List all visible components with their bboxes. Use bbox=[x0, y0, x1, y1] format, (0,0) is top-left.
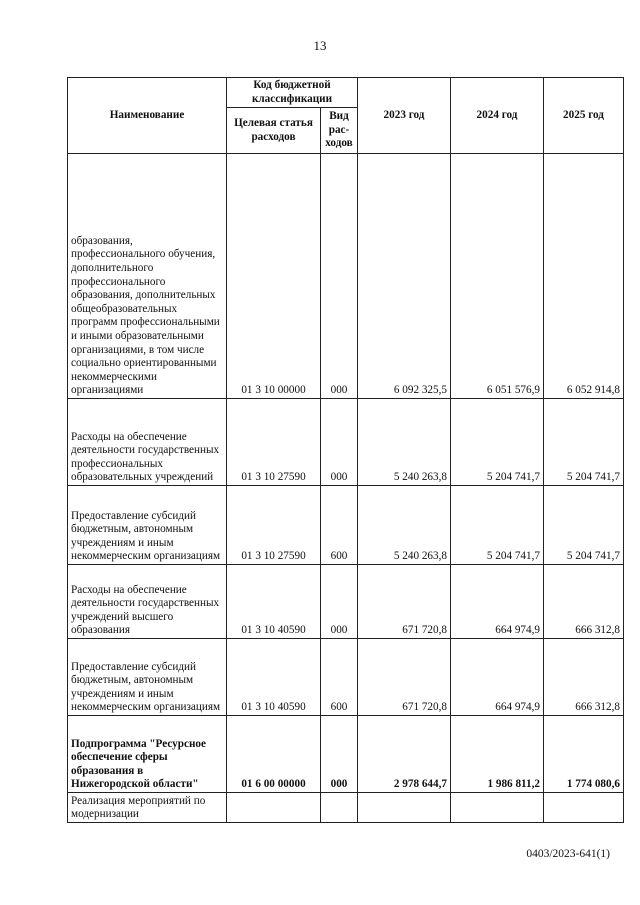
row-2023 bbox=[358, 793, 451, 823]
row-code: 01 3 10 00000 bbox=[227, 154, 321, 399]
row-2025: 5 204 741,7 bbox=[544, 486, 624, 565]
table-row bbox=[68, 793, 624, 823]
row-2023: 5 240 263,8 bbox=[358, 486, 451, 565]
row-type: 000 bbox=[321, 154, 358, 399]
row-code: 01 3 10 27590 bbox=[227, 486, 321, 565]
row-name: Реализация мероприятий по модернизации bbox=[68, 793, 227, 823]
row-code: 01 6 00 00000 bbox=[227, 716, 321, 793]
row-code: 01 3 10 27590 bbox=[227, 399, 321, 486]
table-row bbox=[68, 565, 624, 639]
row-code: 01 3 10 40590 bbox=[227, 565, 321, 639]
row-2023: 671 720,8 bbox=[358, 639, 451, 716]
document-id: 0403/2023-641(1) bbox=[526, 848, 610, 860]
row-2025: 666 312,8 bbox=[544, 565, 624, 639]
header-name: Наименование bbox=[68, 78, 227, 154]
row-name: Предоставление субсидий бюджетным, автономным учреждениям и иным некоммерческим организациям bbox=[68, 639, 227, 716]
row-type: 000 bbox=[321, 565, 358, 639]
row-2024: 664 974,9 bbox=[451, 639, 544, 716]
row-name: Расходы на обеспечение деятельности государственных учреждений высшего образования bbox=[68, 565, 227, 639]
row-name: образования, профессионального обучения, дополнительного профессионального образования, дополнительных общеобразовательных программ профессиональными и иными образовательными организациями, в том числе социально ориентированными некоммерческими организациями bbox=[68, 154, 227, 399]
table-row bbox=[68, 399, 624, 486]
header-2024: 2024 год bbox=[451, 78, 544, 154]
row-2023: 671 720,8 bbox=[358, 565, 451, 639]
budget-table bbox=[67, 77, 624, 823]
row-2023: 2 978 644,7 bbox=[358, 716, 451, 793]
table-row bbox=[68, 154, 624, 399]
header-2023: 2023 год bbox=[358, 78, 451, 154]
row-2024: 1 986 811,2 bbox=[451, 716, 544, 793]
row-type: 000 bbox=[321, 716, 358, 793]
table-row-subprogram bbox=[68, 716, 624, 793]
row-2025: 6 052 914,8 bbox=[544, 154, 624, 399]
header-type: Вид рас-ходов bbox=[321, 108, 358, 154]
row-2025 bbox=[544, 793, 624, 823]
row-code: 01 3 10 40590 bbox=[227, 639, 321, 716]
row-type: 600 bbox=[321, 486, 358, 565]
row-type: 000 bbox=[321, 399, 358, 486]
header-code-group: Код бюджетной классификации bbox=[227, 78, 358, 108]
header-2025: 2025 год bbox=[544, 78, 624, 154]
row-name: Расходы на обеспечение деятельности государственных профессиональных образовательных учреждений bbox=[68, 399, 227, 486]
row-2024 bbox=[451, 793, 544, 823]
row-name: Подпрограмма "Ресурсное обеспечение сферы образования в Нижегородской области" bbox=[68, 716, 227, 793]
row-code bbox=[227, 793, 321, 823]
row-2024: 664 974,9 bbox=[451, 565, 544, 639]
row-2023: 6 092 325,5 bbox=[358, 154, 451, 399]
row-2025: 5 204 741,7 bbox=[544, 399, 624, 486]
row-type: 600 bbox=[321, 639, 358, 716]
table-row bbox=[68, 639, 624, 716]
row-name: Предоставление субсидий бюджетным, автономным учреждениям и иным некоммерческим организациям bbox=[68, 486, 227, 565]
row-type bbox=[321, 793, 358, 823]
row-2024: 5 204 741,7 bbox=[451, 486, 544, 565]
row-2025: 666 312,8 bbox=[544, 639, 624, 716]
table-row bbox=[68, 486, 624, 565]
row-2024: 5 204 741,7 bbox=[451, 399, 544, 486]
header-target: Целевая статья расходов bbox=[227, 108, 321, 154]
row-2023: 5 240 263,8 bbox=[358, 399, 451, 486]
row-2025: 1 774 080,6 bbox=[544, 716, 624, 793]
page-number: 13 bbox=[313, 38, 327, 53]
row-2024: 6 051 576,9 bbox=[451, 154, 544, 399]
